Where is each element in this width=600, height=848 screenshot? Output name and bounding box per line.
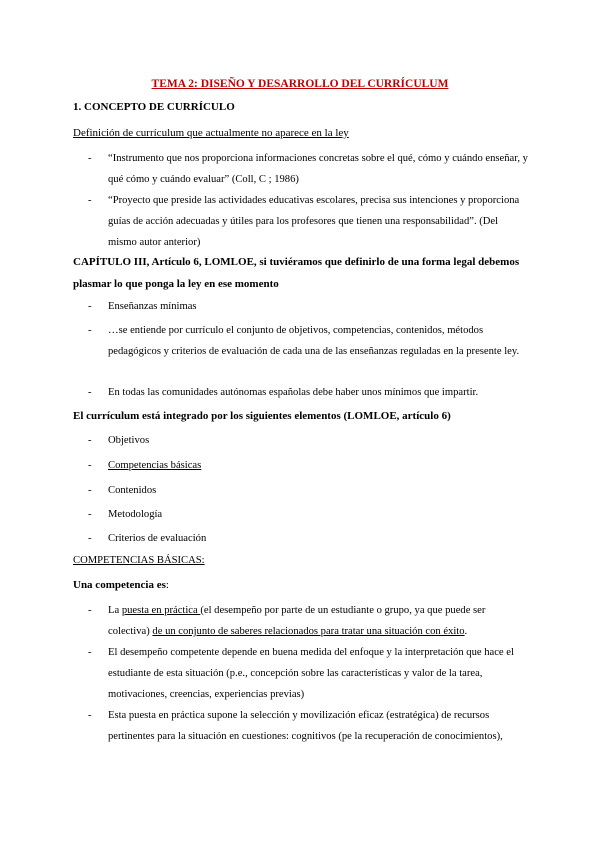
section-heading-concept: 1. CONCEPTO DE CURRÍCULO — [73, 101, 235, 113]
document-page: TEMA 2: DISEÑO Y DESARROLLO DEL CURRÍCULUM 1. CONCEPTO DE CURRÍCULO Definición de currículum que actualmente no aparece en la ley - “Instrumento que nos proporciona informaciones concretas sobre el qué, cómo y cuándo enseñar, y qué cómo y cuándo evaluar” (Coll, C ; 1986) - “Proyecto que preside las actividades educativas escolares, precisa sus intenciones y proporciona guías de acción adecuadas y útiles para los profesores que tienen una responsabilidad”. (Del mismo autor anterior) CAPÍTULO III, Artículo 6, LOMLOE, si tuviéramos que definirlo de una forma legal debemos plasmar lo que ponga la ley en ese momento - Enseñanzas mínimas - …se entiende por currículo el conjunto de objetivos, competencias, contenidos, métodos pedagógicos y criterios de evaluación de cada una de las enseñanzas reguladas en la presente ley. - En todas las comunidades autónomas españolas debe haber unos mínimos que impartir. El currículum está integrado por los siguientes elementos (LOMLOE, artículo 6) - Objetivos - Competencias básicas - Contenidos - Metodología - Criterios de evaluación COMPETENCIAS BÁSICAS: Una competencia es: - La puesta en práctica (el desempeño por parte de un estudiante o grupo, ya que puede ser colectiva) de un conjunto de saberes relacionados para tratar una situación con éxito. - El desempeño competente depende en buena medida del enfoque y la interpretación que hace el estudiante de esta situación (p.e., concepción sobre las características y valor de la tarea, motivaciones, creencias, experiencias previas) - Esta puesta en práctica supone la selección y movilización eficaz (estratégica) de recursos pertinentes para la situación en cuestiones: cognitivos (pe la recuperación de conocimientos), — [0, 0, 600, 848]
section-heading-elements: El currículum está integrado por los siguientes elementos (LOMLOE, artículo 6) — [73, 410, 451, 422]
section-heading-lomloe: CAPÍTULO III, Artículo 6, LOMLOE, si tuviéramos que definirlo de una forma legal debemos plasmar lo que ponga la ley en ese momento — [73, 256, 520, 290]
competencias-heading: COMPETENCIAS BÁSICAS: — [73, 555, 205, 566]
definition-subheading: Definición de currículum que actualmente no aparece en la ley — [73, 127, 349, 139]
competencia-intro: Una competencia es: — [73, 579, 169, 591]
page-title: TEMA 2: DISEÑO Y DESARROLLO DEL CURRÍCULUM — [151, 78, 449, 90]
